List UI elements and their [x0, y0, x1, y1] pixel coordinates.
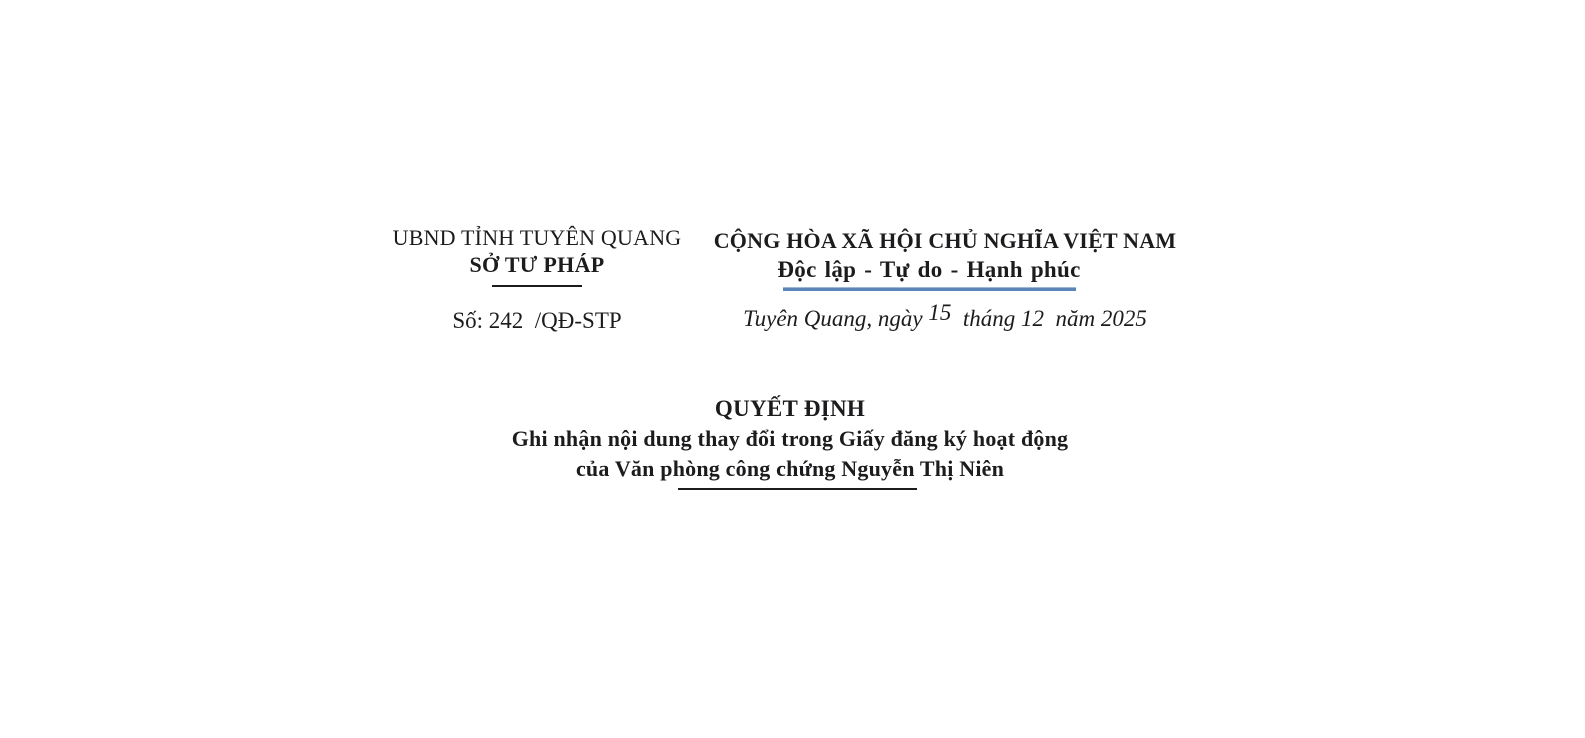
- motto-underline-rule: [783, 287, 1076, 291]
- date-suffix: tháng 12 năm 2025: [951, 306, 1147, 331]
- document-number: Số: 242 /QĐ-STP: [452, 308, 622, 333]
- national-title-line: CỘNG HÒA XÃ HỘI CHỦ NGHĨA VIỆT NAM: [713, 228, 1177, 253]
- agency-underline-rule: [492, 285, 582, 287]
- decision-subject-line2: của Văn phòng công chứng Nguyễn Thị Niên: [575, 456, 1005, 481]
- issuing-agency-block: [357, 224, 717, 334]
- agency-name-line: SỞ TƯ PHÁP: [469, 252, 605, 277]
- agency-parent-line: UBND TỈNH TUYÊN QUANG: [392, 225, 682, 250]
- national-header-block: [695, 227, 1195, 332]
- place-date-line: [695, 300, 1195, 332]
- decision-heading: QUYẾT ĐỊNH: [714, 396, 866, 421]
- decision-subject-line1: Ghi nhận nội dung thay đổi trong Giấy đăng ký hoạt động: [511, 426, 1069, 451]
- decision-title-block: [440, 394, 1140, 490]
- title-underline-rule: [678, 488, 917, 490]
- date-day-value: 15: [928, 300, 952, 325]
- motto-line: Độc lập - Tự do - Hạnh phúc: [777, 257, 1081, 282]
- date-prefix: Tuyên Quang, ngày: [743, 306, 929, 331]
